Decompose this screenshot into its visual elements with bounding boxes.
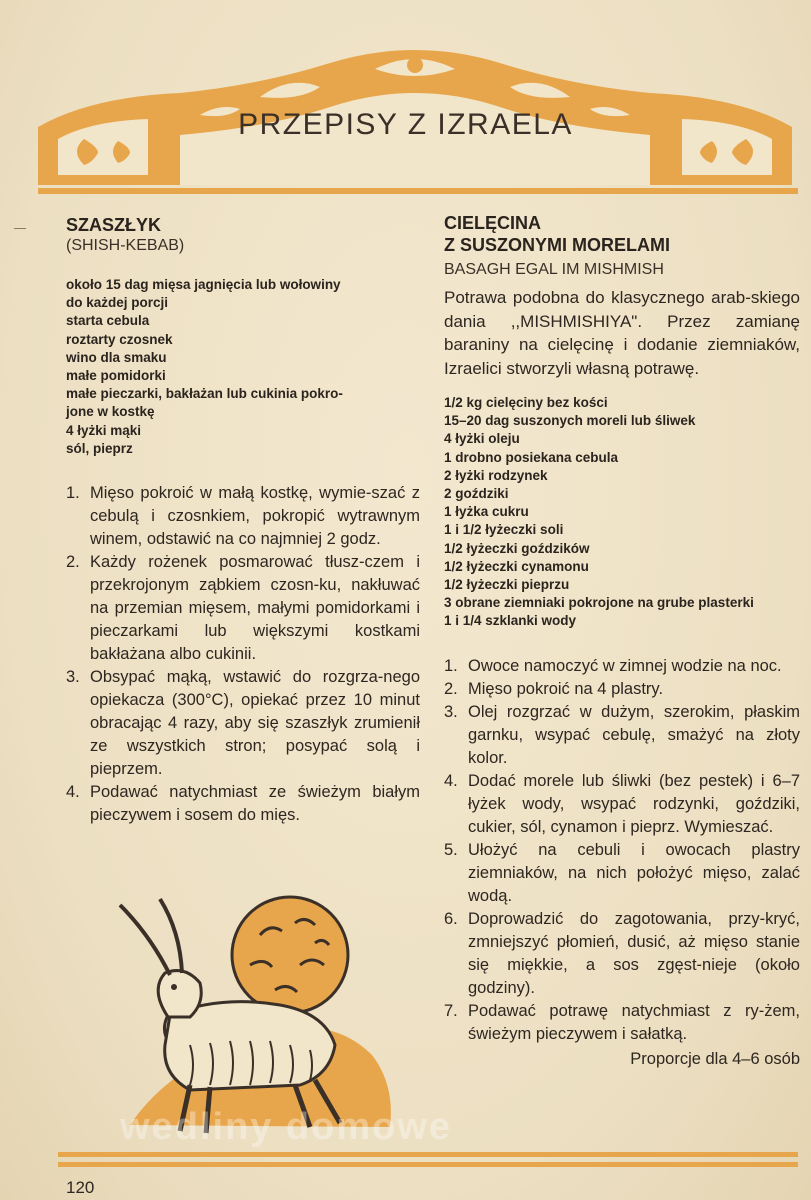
step bbox=[444, 908, 800, 1000]
step bbox=[444, 770, 800, 839]
watermark-text: wedliny domowe bbox=[120, 1106, 453, 1148]
step-text: Dodać morele lub śliwki (bez pestek) i 6–7 łyżek wody, wsypać rodzynki, goździki, cukier, sól, cynamon i pieprz. Wymieszać. bbox=[468, 771, 800, 836]
servings-note: Proporcje dla 4–6 osób bbox=[630, 1049, 800, 1068]
recipe-shish-kebab bbox=[66, 214, 420, 827]
step-text: Podawać potrawę natychmiast z ry-żem, świeżym pieczywem i sałatką. bbox=[468, 1001, 800, 1043]
step-number: 3. bbox=[444, 702, 458, 721]
step-number: 6. bbox=[444, 909, 458, 928]
step bbox=[444, 1000, 800, 1046]
recipe-intro: Potrawa podobna do klasycznego arab-skiego dania ,,MISHMISHIYA". Przez zamianę baraniny na cielęcinę i dodanie ziemniaków, Izraelici stworzyli własną potrawę. bbox=[444, 288, 800, 378]
recipe-veal-apricots bbox=[444, 212, 800, 1070]
step-number: 2. bbox=[66, 553, 80, 572]
ingredient: roztarty czosnek bbox=[66, 331, 173, 347]
step-text: Każdy rożenek posmarować tłusz-czem i przekrojonym ząbkiem czosn-ku, nakłuwać na przemian mięsem, małymi pomidorkami i pieczarkami lub większymi kostkami bakłażana albo cukinii. bbox=[90, 553, 420, 664]
ingredient: 1 drobno posiekana cebula bbox=[444, 449, 619, 465]
recipe-title: SZASZŁYK bbox=[66, 215, 162, 235]
step-text: Mięso pokroić na 4 plastry. bbox=[468, 679, 664, 698]
ingredient: 1 łyżka cukru bbox=[444, 504, 529, 520]
step bbox=[444, 655, 800, 678]
ingredient: 1/2 łyżeczki cynamonu bbox=[444, 558, 589, 574]
ingredient: sól, pieprz bbox=[66, 440, 133, 456]
step bbox=[444, 839, 800, 908]
ingredient: 3 obrane ziemniaki pokrojone na grube plasterki bbox=[444, 595, 754, 611]
ingredient: starta cebula bbox=[66, 313, 150, 329]
step bbox=[66, 781, 420, 827]
preparation-steps bbox=[444, 655, 800, 1046]
ingredient: około 15 dag mięsa jagnięcia lub wołowiny bbox=[66, 277, 341, 292]
step-number: 1. bbox=[444, 656, 458, 675]
step-text: Podawać natychmiast ze świeżym białym pieczywem i sosem do mięs. bbox=[90, 783, 420, 825]
step bbox=[66, 666, 420, 781]
ingredient: wino dla smaku bbox=[66, 349, 167, 365]
preparation-steps bbox=[66, 482, 420, 827]
step-text: Doprowadzić do zagotowania, przy-kryć, zmniejszyć płomień, dusić, aż mięso stanie się miękkie, a sos zgęst-nieje (około godziny). bbox=[468, 909, 800, 997]
top-divider bbox=[38, 188, 798, 194]
ingredient-list bbox=[444, 394, 800, 631]
ingredient: 2 goździki bbox=[444, 486, 509, 502]
ingredient: jone w kostkę bbox=[66, 404, 155, 420]
step-number: 3. bbox=[66, 668, 80, 687]
page-title: PRZEPISY Z IZRAELA bbox=[238, 108, 573, 141]
ingredient: 1 i 1/2 łyżeczki soli bbox=[444, 522, 564, 538]
step bbox=[66, 551, 420, 666]
bottom-divider bbox=[58, 1152, 798, 1170]
recipe-title-line2: Z SUSZONYMI MORELAMI bbox=[444, 235, 670, 255]
step-text: Olej rozgrzać w dużym, szerokim, płaskim garnku, wsypać cebulę, smażyć na złoty kolor. bbox=[468, 702, 800, 767]
ingredient: 1/2 łyżeczki pieprzu bbox=[444, 577, 570, 593]
ingredient: do każdej porcji bbox=[66, 295, 169, 311]
step-text: Obsypać mąką, wstawić do rozgrza-nego opiekacza (300°C), opiekać przez 10 minut obracając 4 razy, aby się szaszłyk zrumienił ze wszystkich stron; posypać solą i pieprzem. bbox=[90, 668, 420, 779]
recipe-subtitle: (SHISH-KEBAB) bbox=[66, 237, 185, 254]
step bbox=[444, 701, 800, 770]
ingredient: 1 i 1/4 szklanki wody bbox=[444, 613, 577, 629]
margin-mark bbox=[14, 228, 26, 229]
ingredient: 4 łyżki mąki bbox=[66, 422, 142, 438]
ingredient: 2 łyżki rodzynek bbox=[444, 467, 548, 483]
ingredient: 4 łyżki oleju bbox=[444, 431, 520, 447]
step-text: Owoce namoczyć w zimnej wodzie na noc. bbox=[468, 656, 782, 675]
step bbox=[66, 482, 420, 551]
ingredient: małe pieczarki, bakłażan lub cukinia pokro- bbox=[66, 386, 343, 402]
ingredient: 15–20 dag suszonych moreli lub śliwek bbox=[444, 413, 696, 429]
goat-tree-illustration bbox=[110, 895, 400, 1140]
step-number: 7. bbox=[444, 1001, 458, 1020]
ingredient: 1/2 kg cielęciny bez kości bbox=[444, 395, 608, 410]
step-number: 2. bbox=[444, 679, 458, 698]
ingredient: 1/2 łyżeczki goździków bbox=[444, 540, 590, 556]
step-text: Mięso pokroić w małą kostkę, wymie-szać z cebulą i czosnkiem, pokropić wytrawnym winem, odstawić na co najmniej 2 godz. bbox=[90, 484, 420, 549]
step-number: 5. bbox=[444, 840, 458, 859]
ingredient: małe pomidorki bbox=[66, 368, 166, 384]
ingredient-list bbox=[66, 276, 420, 458]
step bbox=[444, 678, 800, 701]
recipe-title-line1: CIELĘCINA bbox=[444, 213, 542, 233]
step-number: 4. bbox=[66, 783, 80, 802]
page-number: 120 bbox=[66, 1178, 95, 1197]
step-text: Ułożyć na cebuli i owocach plastry ziemniaków, na nich położyć mięso, zalać wodą. bbox=[468, 840, 800, 905]
step-number: 4. bbox=[444, 771, 458, 790]
recipe-subtitle: BASAGH EGAL IM MISHMISH bbox=[444, 261, 664, 278]
step-number: 1. bbox=[66, 484, 80, 503]
